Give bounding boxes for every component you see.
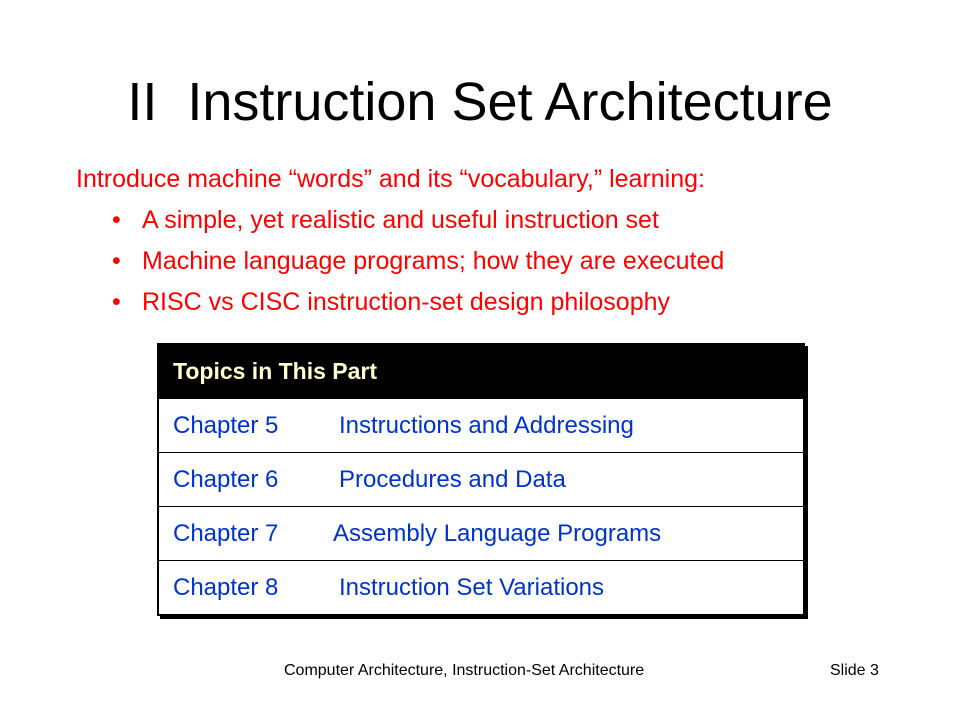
topic-row-chapter-6 <box>159 452 803 506</box>
topic-row-chapter-5 <box>159 398 803 452</box>
bullet-list <box>112 200 724 323</box>
chapter-title: Assembly Language Programs <box>333 519 662 547</box>
bullet-icon: • <box>112 247 121 275</box>
topics-table-header: Topics in This Part <box>159 345 803 398</box>
bullet-item <box>112 282 724 323</box>
slide-number: Slide 3 <box>830 662 879 679</box>
chapter-title: Instruction Set Variations <box>339 573 605 601</box>
intro-text: Introduce machine “words” and its “vocabulary,” learning: <box>76 165 705 193</box>
bullet-text: RISC vs CISC instruction-set design philosophy <box>142 288 671 316</box>
topics-table <box>157 343 805 616</box>
chapter-number: Chapter 5 <box>173 411 279 439</box>
bullet-text: Machine language programs; how they are executed <box>142 247 725 275</box>
chapter-number: Chapter 7 <box>173 519 279 547</box>
slide-title: II Instruction Set Architecture <box>127 72 833 132</box>
bullet-text: A simple, yet realistic and useful instruction set <box>142 206 659 234</box>
chapter-title: Procedures and Data <box>339 465 566 493</box>
topic-row-chapter-8 <box>159 560 803 614</box>
chapter-number: Chapter 6 <box>173 465 279 493</box>
chapter-number: Chapter 8 <box>173 573 279 601</box>
chapter-title: Instructions and Addressing <box>339 411 634 439</box>
footer-title: Computer Architecture, Instruction-Set Architecture <box>284 662 645 679</box>
topic-row-chapter-7 <box>159 506 803 560</box>
bullet-item <box>112 241 724 282</box>
bullet-icon: • <box>112 288 121 316</box>
bullet-item <box>112 200 724 241</box>
bullet-icon: • <box>112 206 121 234</box>
